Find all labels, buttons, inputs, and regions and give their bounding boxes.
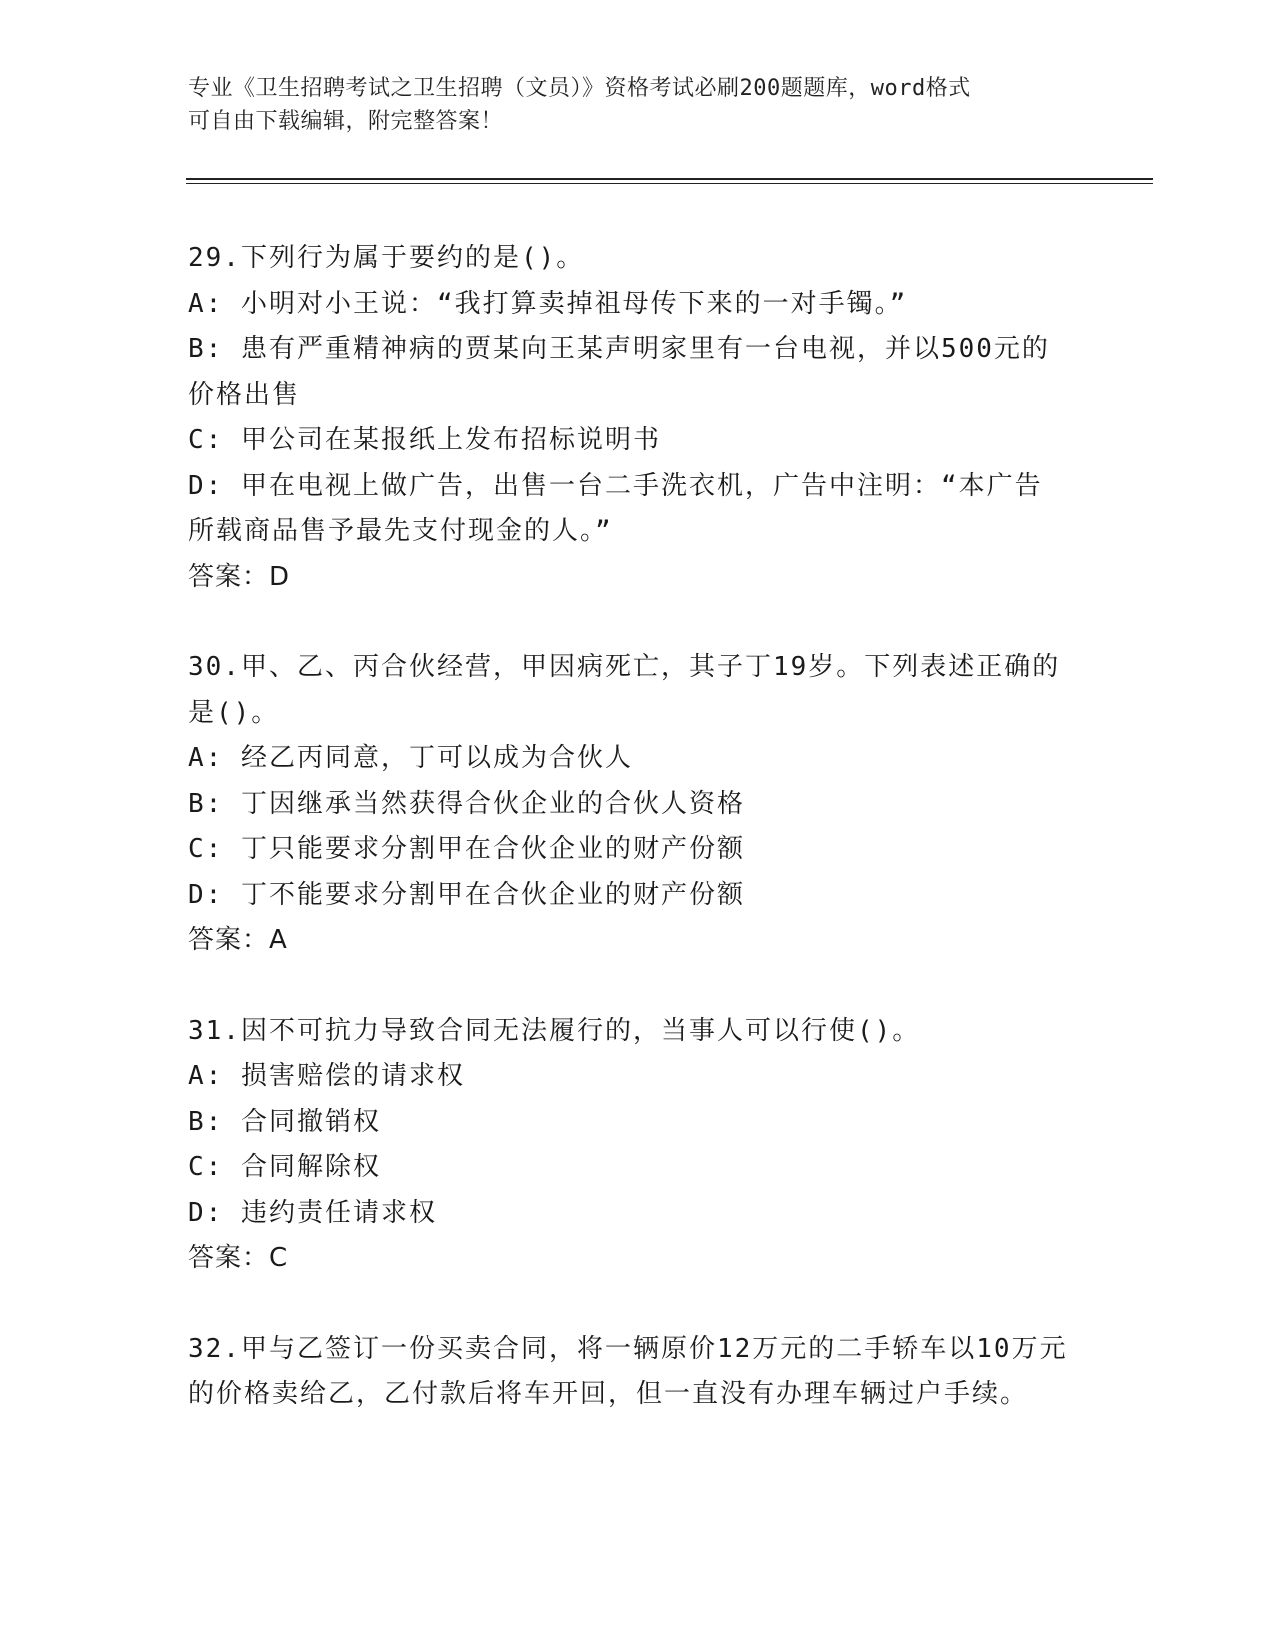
answer-value: C xyxy=(269,1243,289,1273)
question-text: 30.甲、乙、丙合伙经营，甲因病死亡，其子丁19岁。下列表述正确的是()。 xyxy=(188,652,1061,728)
answer-label: 答案： xyxy=(188,1243,270,1273)
question-list xyxy=(188,236,1068,1463)
question-text: 31.因不可抗力导致合同无法履行的，当事人可以行使()。 xyxy=(188,1015,921,1046)
answer-value: D xyxy=(269,561,291,592)
answer-label: 答案： xyxy=(188,925,270,955)
option-c: C: 合同解除权 xyxy=(188,1152,381,1182)
question-32 xyxy=(188,1327,1068,1418)
answer-line xyxy=(188,1236,1068,1282)
header-line-2: 可自由下载编辑，附完整答案！ xyxy=(188,109,504,134)
option-b: B: 合同撤销权 xyxy=(188,1106,381,1137)
option-a: A: 小明对小王说：“我打算卖掉祖母传下来的一对手镯。” xyxy=(188,288,908,319)
option-d: D: 违约责任请求权 xyxy=(188,1197,437,1228)
question-30 xyxy=(188,645,1068,964)
option-d: D: 甲在电视上做广告，出售一台二手洗衣机，广告中注明：“本广告所载商品售予最先支付现金的人。” xyxy=(188,470,1043,546)
answer-line xyxy=(188,555,1068,601)
answer-value: A xyxy=(269,925,288,955)
question-text: 32.甲与乙签订一份买卖合同，将一辆原价12万元的二手轿车以10万元的价格卖给乙，乙付款后将车开回，但一直没有办理车辆过户手续。 xyxy=(188,1333,1068,1409)
question-text: 29.下列行为属于要约的是()。 xyxy=(188,243,585,273)
answer-line xyxy=(188,918,1068,964)
header-line-1: 专业《卫生招聘考试之卫生招聘（文员）》资格考试必刷200题题库，word格式 xyxy=(188,76,971,101)
question-29 xyxy=(188,236,1068,600)
question-31 xyxy=(188,1009,1068,1282)
option-b: B: 患有严重精神病的贾某向王某声明家里有一台电视，并以500元的价格出售 xyxy=(188,334,1050,410)
option-a: A: 经乙丙同意，丁可以成为合伙人 xyxy=(188,743,633,773)
header-rule-thick xyxy=(186,178,1153,180)
option-b: B: 丁因继承当然获得合伙企业的合伙人资格 xyxy=(188,788,745,819)
document-header xyxy=(188,72,1068,138)
header-rule-thin xyxy=(186,183,1153,184)
option-d: D: 丁不能要求分割甲在合伙企业的财产份额 xyxy=(188,879,745,910)
option-a: A: 损害赔偿的请求权 xyxy=(188,1061,465,1091)
option-c: C: 丁只能要求分割甲在合伙企业的财产份额 xyxy=(188,834,745,864)
option-c: C: 甲公司在某报纸上发布招标说明书 xyxy=(188,425,661,455)
answer-label: 答案： xyxy=(188,561,270,592)
